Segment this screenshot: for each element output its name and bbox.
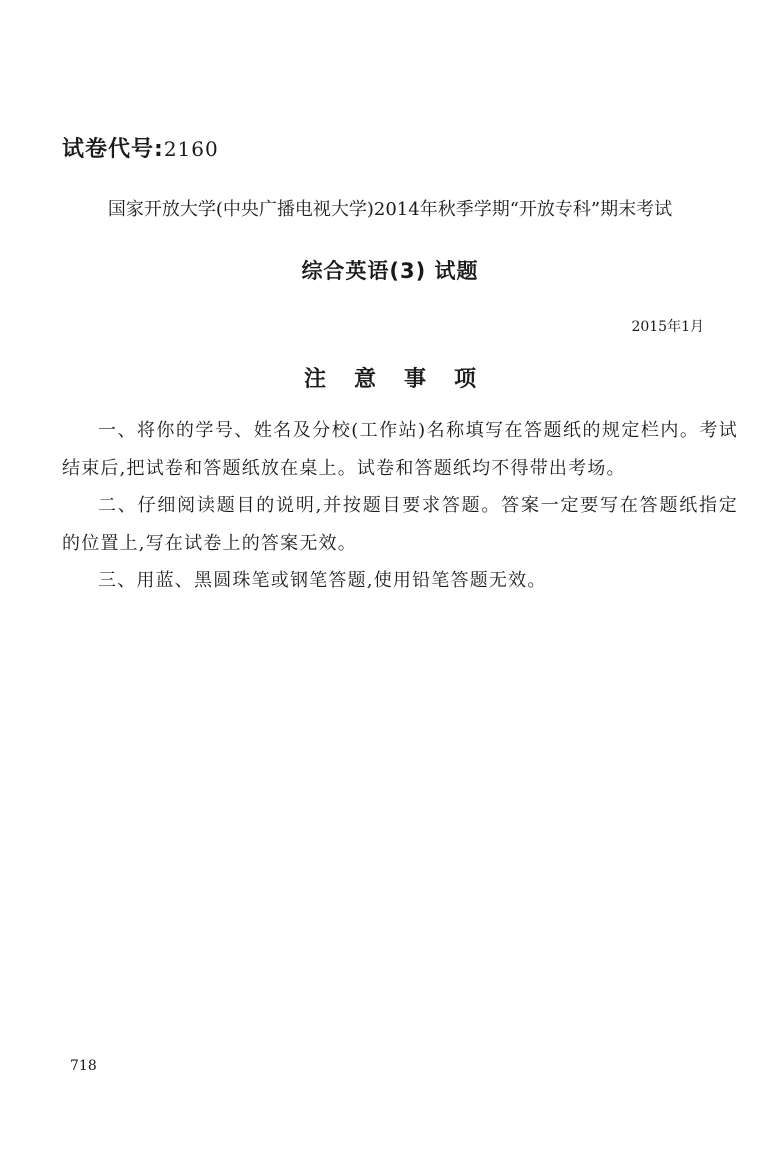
notice-item-1: 一、将你的学号、姓名及分校(工作站)名称填写在答题纸的规定栏内。考试结束后,把试卷和答题纸放在桌上。试卷和答题纸均不得带出考场。 — [62, 420, 738, 479]
paper-code-label: 试卷代号: — [62, 137, 164, 162]
paper-code — [62, 132, 219, 163]
subject-title: 综合英语(3) 试题 — [301, 259, 479, 283]
exam-date: 2015年1月 — [631, 319, 704, 335]
notice-heading: 注意事项 — [303, 367, 504, 392]
paper-code-number: 2160 — [163, 137, 219, 161]
exam-name: 国家开放大学(中央广播电视大学)2014年秋季学期“开放专科”期末考试 — [107, 199, 673, 220]
notice-body — [62, 412, 738, 600]
notice-item-3: 三、用蓝、黑圆珠笔或钢笔答题,使用铅笔答题无效。 — [98, 570, 547, 591]
page-number: 718 — [70, 1058, 97, 1074]
notice-item-2: 二、仔细阅读题目的说明,并按题目要求答题。答案一定要写在答题纸指定的位置上,写在试卷上的答案无效。 — [62, 495, 738, 554]
